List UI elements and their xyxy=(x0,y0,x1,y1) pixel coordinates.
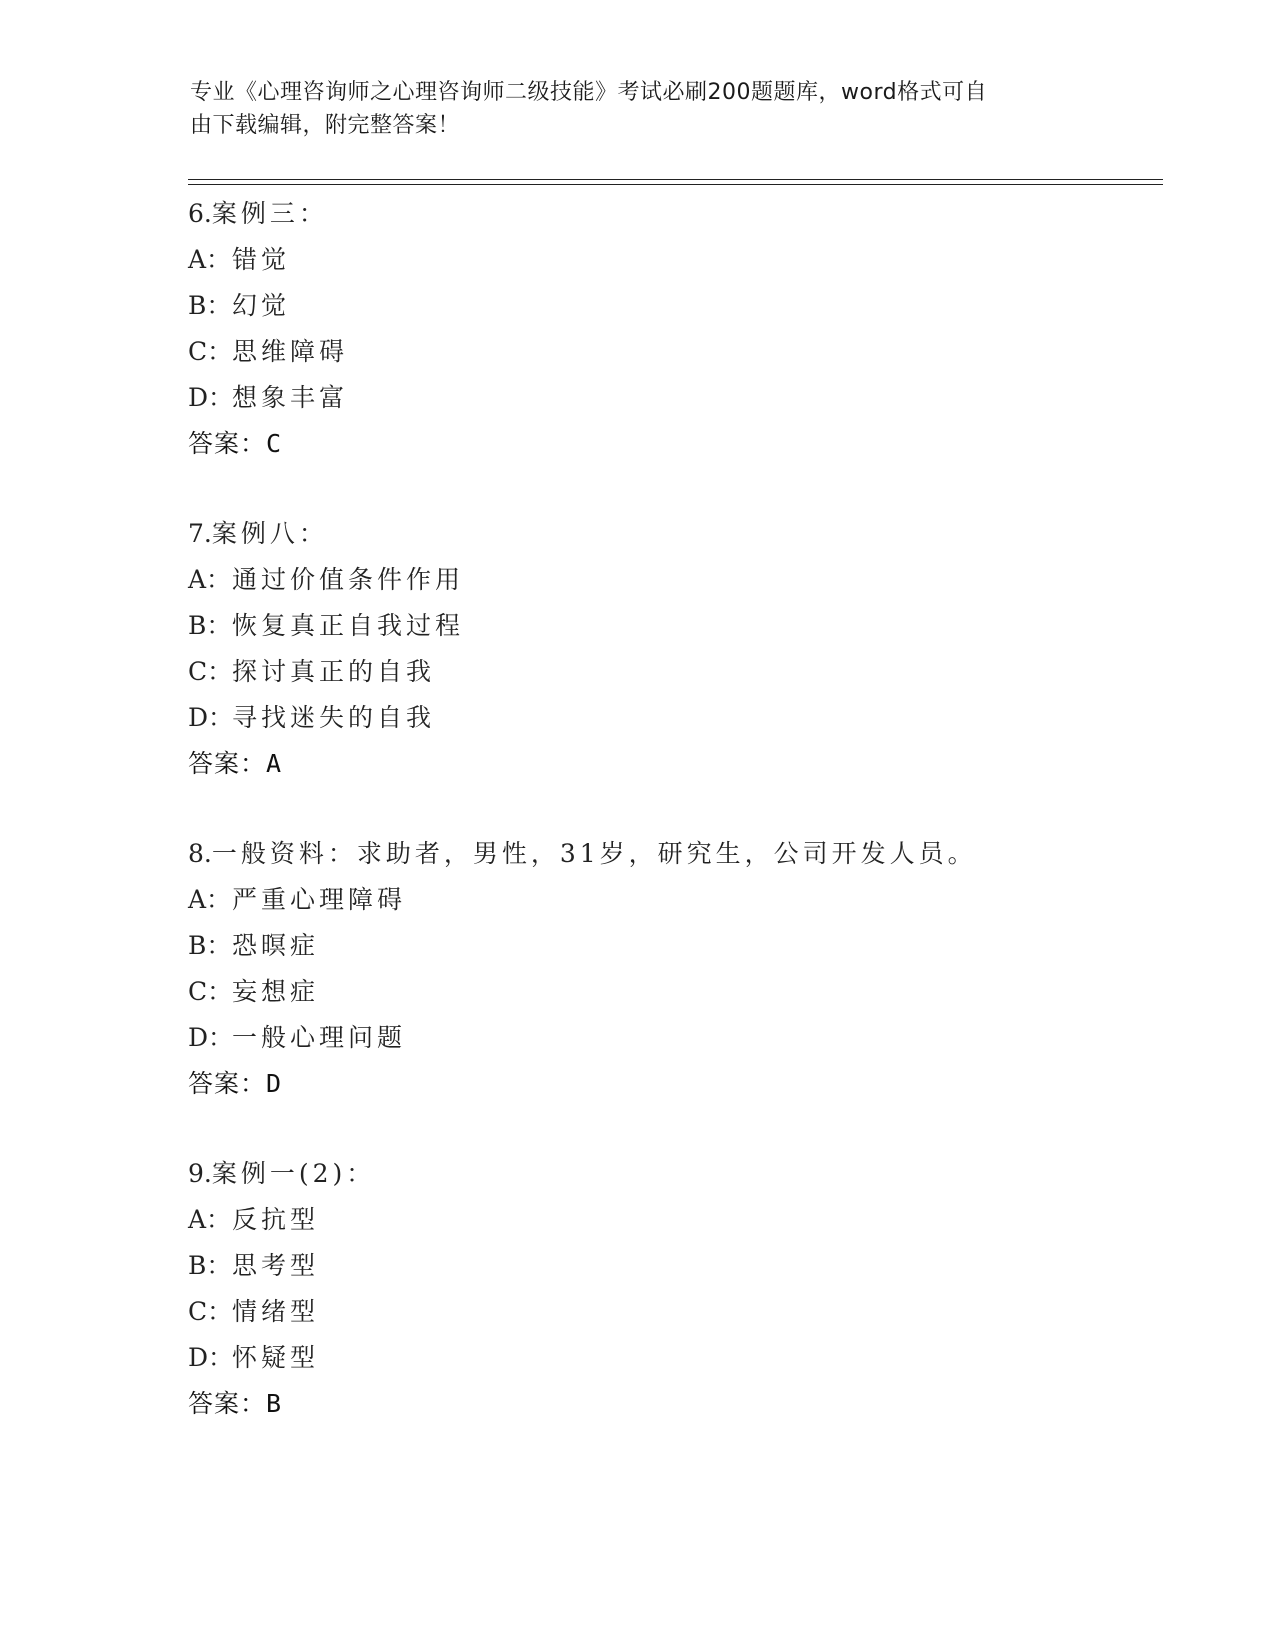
option-letter: D： xyxy=(188,383,234,412)
option-letter: A： xyxy=(188,245,232,274)
question-text: 案例一(2)： xyxy=(211,1159,376,1188)
option-text: 恐暝症 xyxy=(232,931,320,960)
answer-value: B xyxy=(266,1389,283,1418)
option-text: 思维障碍 xyxy=(232,337,349,366)
answer-label: 答案： xyxy=(188,1389,267,1418)
option-letter: C： xyxy=(188,977,233,1006)
option-text: 反抗型 xyxy=(232,1205,320,1234)
answer-line xyxy=(188,1381,1148,1427)
option-text: 想象丰富 xyxy=(232,383,349,412)
option-letter: D： xyxy=(188,1343,234,1372)
header-divider-bottom xyxy=(188,184,1163,185)
question-7 xyxy=(188,511,1148,787)
option-b xyxy=(188,603,1148,649)
answer-label: 答案： xyxy=(188,749,267,778)
option-d xyxy=(188,375,1148,421)
answer-line xyxy=(188,421,1148,467)
option-text: 幻觉 xyxy=(232,291,291,320)
option-text: 错觉 xyxy=(232,245,291,274)
question-9 xyxy=(188,1151,1148,1427)
header-line-2: 由下载编辑，附完整答案！ xyxy=(190,113,461,138)
option-letter: A： xyxy=(188,565,232,594)
option-text: 通过价值条件作用 xyxy=(232,565,465,594)
option-c xyxy=(188,649,1148,695)
option-a xyxy=(188,557,1148,603)
option-text: 寻找迷失的自我 xyxy=(232,703,436,732)
option-letter: B： xyxy=(188,291,232,320)
question-stem xyxy=(188,191,1148,237)
option-letter: B： xyxy=(188,1251,232,1280)
question-text: 案例三： xyxy=(211,199,328,228)
answer-label: 答案： xyxy=(188,429,267,458)
question-number: 7. xyxy=(188,519,212,548)
option-letter: A： xyxy=(188,1205,232,1234)
option-a xyxy=(188,877,1148,923)
option-d xyxy=(188,695,1148,741)
question-number: 8. xyxy=(188,839,212,868)
option-letter: C： xyxy=(188,337,233,366)
question-stem xyxy=(188,1151,1148,1197)
question-number: 9. xyxy=(188,1159,212,1188)
question-number: 6. xyxy=(188,199,212,228)
option-b xyxy=(188,1243,1148,1289)
question-8 xyxy=(188,831,1148,1107)
question-text: 案例八： xyxy=(211,519,328,548)
option-text: 恢复真正自我过程 xyxy=(232,611,465,640)
option-b xyxy=(188,923,1148,969)
option-c xyxy=(188,1289,1148,1335)
option-b xyxy=(188,283,1148,329)
option-letter: D： xyxy=(188,703,234,732)
option-letter: C： xyxy=(188,657,233,686)
answer-label: 答案： xyxy=(188,1069,267,1098)
answer-value: A xyxy=(266,749,283,778)
answer-value: C xyxy=(266,429,283,458)
option-text: 怀疑型 xyxy=(232,1343,320,1372)
option-text: 情绪型 xyxy=(232,1297,320,1326)
option-letter: C： xyxy=(188,1297,233,1326)
question-stem xyxy=(188,511,1148,557)
question-text: 一般资料：求助者，男性，31岁，研究生，公司开发人员。 xyxy=(211,839,977,868)
option-c xyxy=(188,969,1148,1015)
option-letter: D： xyxy=(188,1023,234,1052)
header-divider-top xyxy=(188,179,1163,180)
option-a xyxy=(188,237,1148,283)
header-line-1: 专业《心理咨询师之心理咨询师二级技能》考试必刷200题题库，word格式可自 xyxy=(190,80,988,105)
question-stem xyxy=(188,831,1148,877)
answer-value: D xyxy=(266,1069,283,1098)
option-c xyxy=(188,329,1148,375)
option-letter: B： xyxy=(188,611,232,640)
option-text: 思考型 xyxy=(232,1251,320,1280)
question-list xyxy=(188,191,1148,1471)
option-d xyxy=(188,1335,1148,1381)
option-text: 探讨真正的自我 xyxy=(232,657,436,686)
option-a xyxy=(188,1197,1148,1243)
option-d xyxy=(188,1015,1148,1061)
question-6 xyxy=(188,191,1148,467)
option-text: 一般心理问题 xyxy=(232,1023,407,1052)
answer-line xyxy=(188,1061,1148,1107)
answer-line xyxy=(188,741,1148,787)
option-text: 妄想症 xyxy=(232,977,320,1006)
document-header xyxy=(190,76,1080,142)
option-text: 严重心理障碍 xyxy=(232,885,407,914)
option-letter: B： xyxy=(188,931,232,960)
option-letter: A： xyxy=(188,885,232,914)
